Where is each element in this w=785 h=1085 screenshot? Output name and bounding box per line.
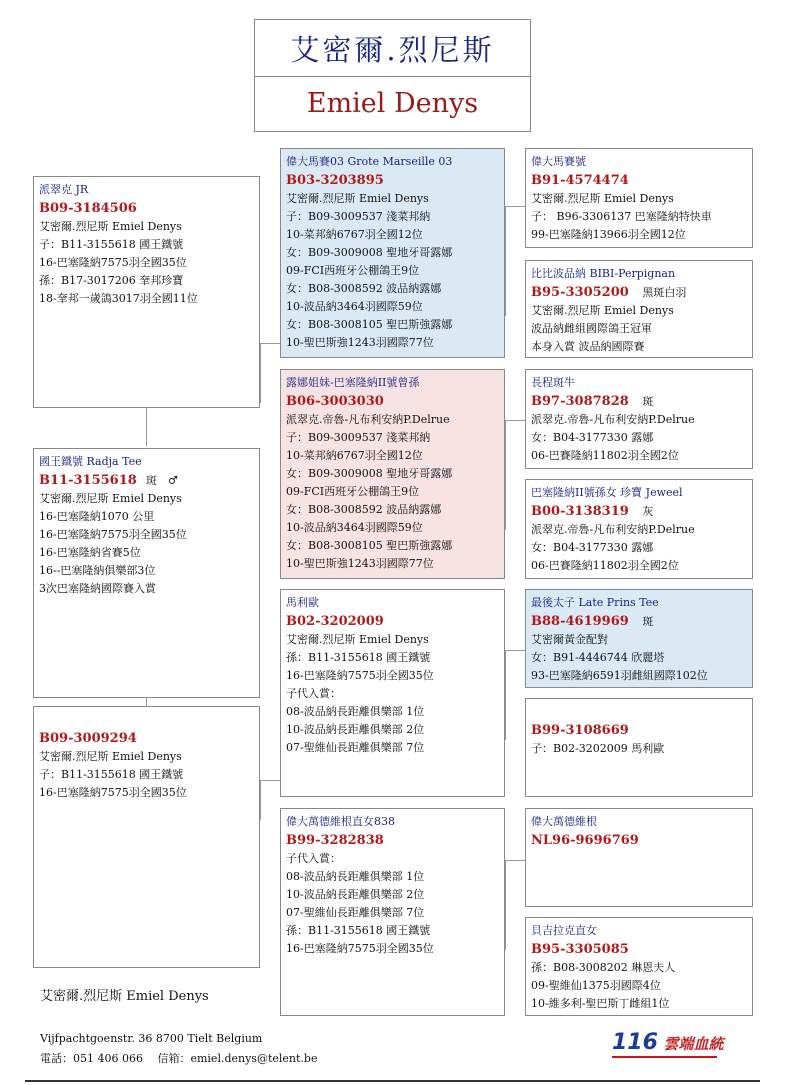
card-line: 波品納雌組國際鴿王冠軍 [531, 322, 652, 335]
card-line: 08-波品納長距離俱樂部 1位 [286, 705, 425, 718]
card-title: 長程斑牛 [531, 376, 575, 389]
ring-number: B99-3282838 [286, 833, 384, 848]
card-line: 子：B11-3155618 國王鐵號 [39, 768, 184, 781]
ring-number: B97-3087828 斑 [531, 394, 654, 409]
card-line: 孫：B08-3008202 琳恩夫人 [531, 961, 676, 974]
card-title: 派翠克 JR [39, 183, 89, 196]
footer-address: Vijfpachtgoenstr. 36 8700 Tielt Belgium [40, 1032, 263, 1045]
ring-number: B91-4574474 [531, 173, 629, 188]
card-line: 孫：B11-3155618 國王鐵號 [286, 924, 431, 937]
card-line: 10-維多利-聖巴斯丁雌組1位 [531, 997, 670, 1010]
card-title: 偉大萬德維根直女838 [286, 815, 395, 828]
pedigree-card-dsd[interactable] [525, 698, 753, 797]
footer-contact: 電話：051 406 066 信箱：emiel.denys@telent.be [40, 1052, 318, 1065]
card-line: 艾密爾.烈尼斯 Emiel Denys [286, 192, 429, 205]
card-line: 艾密爾黃金配對 [531, 633, 608, 646]
card-line: 艾密爾.烈尼斯 Emiel Denys [531, 304, 674, 317]
pedigree-card-ssd[interactable] [525, 260, 753, 358]
card-line: 06-巴賽隆納11802羽全國2位 [531, 449, 679, 462]
pedigree-card-self[interactable] [33, 448, 260, 698]
card-title: 國王鐵號 Radja Tee [39, 455, 142, 468]
card-line: 16-巴塞隆納7575羽全國35位 [39, 256, 187, 269]
card-line: 派翠克.帝魯-凡布利安納P.Delrue [286, 413, 450, 426]
header-name-en: Emiel Denys [306, 88, 479, 119]
card-line: 16-巴塞隆納7575羽全國35位 [286, 942, 434, 955]
card-title: 比比波品納 BIBI-Perpignan [531, 267, 676, 280]
card-title [531, 703, 747, 721]
card-line: 16-巴塞隆納7575羽全國35位 [286, 669, 434, 682]
card-title: 馬利歐 [286, 596, 319, 609]
ring-number: B09-3184506 [39, 201, 137, 216]
card-line: 子： B96-3306137 巴塞隆納特快車 [531, 210, 712, 223]
card-line: 10-聖巴斯強1243羽國際77位 [286, 336, 434, 349]
card-line: 08-波品納長距離俱樂部 1位 [286, 870, 425, 883]
pedigree-card-dss[interactable] [525, 589, 753, 688]
ring-number: B99-3108669 [531, 723, 629, 738]
card-line: 93-巴塞隆納6591羽雌組國際102位 [531, 669, 708, 682]
card-title: 偉大萬德維根 [531, 815, 597, 828]
card-line: 子：B11-3155618 國王鐵號 [39, 238, 184, 251]
card-line: 子代入賞： [286, 852, 341, 865]
card-line: 10-波品納長距離俱樂部 2位 [286, 723, 425, 736]
card-line: 派翠克.帝魯-凡布利安納P.Delrue [531, 523, 695, 536]
ring-number: B06-3003030 [286, 394, 384, 409]
header-box [254, 19, 531, 132]
card-line: 16-巴塞隆納7575羽全國35位 [39, 786, 187, 799]
breeder-signature: 艾密爾.烈尼斯 Emiel Denys [40, 989, 209, 1004]
card-line: 子：B02-3202009 馬利歐 [531, 742, 665, 755]
card-line: 子：B09-3009537 淺菜邦納 [286, 431, 431, 444]
ring-number: B95-3305200 黑斑白羽 [531, 285, 687, 300]
card-line: 孫：B17-3017206 羍邦珍寶 [39, 274, 184, 287]
ring-number: B88-4619969 斑 [531, 614, 654, 629]
card-line: 艾密爾.烈尼斯 Emiel Denys [286, 633, 429, 646]
pedigree-card-sire-sire[interactable] [280, 148, 505, 358]
ring-number: B03-3203895 [286, 173, 384, 188]
card-line: 10-菜邦納6767羽全國12位 [286, 449, 423, 462]
pedigree-card-dds[interactable] [525, 808, 753, 907]
card-line: 艾密爾.烈尼斯 Emiel Denys [39, 492, 182, 505]
card-line: 女：B08-3008105 聖巴斯強露娜 [286, 318, 453, 331]
pedigree-card-dam-dam[interactable] [280, 808, 505, 1016]
card-line: 16-巴塞隆納省賽5位 [39, 546, 141, 559]
card-line: 07-聖維仙長距離俱樂部 7位 [286, 741, 425, 754]
bottom-rule [25, 1080, 760, 1082]
logo-text: 雲端血統 [663, 1035, 724, 1053]
card-title: 偉大馬賽號 [531, 155, 586, 168]
card-line: 06-巴賽隆納11802羽全國2位 [531, 559, 679, 572]
ring-number: B95-3305085 [531, 942, 629, 957]
card-line: 10-波品納長距離俱樂部 2位 [286, 888, 425, 901]
card-line: 18-羍邦一歲鴿3017羽全國11位 [39, 292, 198, 305]
pedigree-card-sds[interactable] [525, 369, 753, 469]
card-title: 最後太子 Late Prins Tee [531, 596, 659, 609]
card-line: 16-巴塞隆納7575羽全國35位 [39, 528, 187, 541]
pedigree-card-dam[interactable] [33, 706, 260, 968]
header-name-zh: 艾密爾.烈尼斯 [290, 33, 495, 67]
card-line: 3次巴塞隆納國際賽入賞 [39, 582, 156, 595]
pedigree-card-sire-dam[interactable] [280, 369, 505, 579]
card-line: 派翠克.帝魯-凡布利安納P.Delrue [531, 413, 695, 426]
pedigree-card-ddd[interactable] [525, 917, 753, 1016]
card-line: 艾密爾.烈尼斯 Emiel Denys [39, 220, 182, 233]
ring-number: NL96-9696769 [531, 833, 639, 848]
pedigree-card-dam-sire[interactable] [280, 589, 505, 797]
card-line: 16-巴塞隆納1070 公里 [39, 510, 155, 523]
pedigree-card-sire[interactable] [33, 176, 260, 408]
card-line: 10-聖巴斯強1243羽國際77位 [286, 557, 434, 570]
card-line: 艾密爾.烈尼斯 Emiel Denys [531, 192, 674, 205]
ring-number: B11-3155618 斑 ♂ [39, 473, 178, 488]
card-line: 女：B04-3177330 露娜 [531, 431, 654, 444]
ring-number: B02-3202009 [286, 614, 384, 629]
logo-number: 116 [612, 1030, 658, 1055]
card-line: 艾密爾.烈尼斯 Emiel Denys [39, 750, 182, 763]
card-line: 女：B91-4446744 欣麗塔 [531, 651, 665, 664]
card-title [39, 711, 254, 729]
card-title: 巴塞隆納II號孫女 珍寶 Jeweel [531, 486, 683, 499]
card-line: 女：B08-3008592 波品納露娜 [286, 503, 442, 516]
card-line: 女：B04-3177330 露娜 [531, 541, 654, 554]
card-line: 女：B09-3009008 聖地牙哥露娜 [286, 246, 453, 259]
pedigree-card-sdd[interactable] [525, 479, 753, 579]
ring-number: B00-3138319 灰 [531, 504, 654, 519]
card-line: 孫：B11-3155618 國王鐵號 [286, 651, 431, 664]
card-line: 子代入賞： [286, 687, 341, 700]
card-title: 貝吉拉克直女 [531, 924, 597, 937]
ring-number: B09-3009294 [39, 731, 137, 746]
card-line: 10-波品納3464羽國際59位 [286, 300, 423, 313]
card-line: 09-FCI西班牙公棚鴿王9位 [286, 485, 420, 498]
site-logo[interactable] [612, 1030, 724, 1058]
card-line: 99-巴塞隆納13966羽全國12位 [531, 228, 686, 241]
card-line: 女：B08-3008592 波品納露娜 [286, 282, 442, 295]
pedigree-card-sss[interactable] [525, 148, 753, 248]
card-line: 10-波品納3464羽國際59位 [286, 521, 423, 534]
card-line: 女：B09-3009008 聖地牙哥露娜 [286, 467, 453, 480]
card-line: 09-聖維仙1375羽國際4位 [531, 979, 661, 992]
card-line: 子：B09-3009537 淺菜邦納 [286, 210, 431, 223]
card-line: 09-FCI西班牙公棚鴿王9位 [286, 264, 420, 277]
card-line: 16--巴塞隆納俱樂部3位 [39, 564, 156, 577]
card-title: 露娜姐妹-巴塞隆納II號曾孫 [286, 376, 420, 389]
card-line: 女：B08-3008105 聖巴斯強露娜 [286, 539, 453, 552]
card-title: 偉大馬賽03 Grote Marseille 03 [286, 155, 453, 168]
card-line: 07-聖維仙長距離俱樂部 7位 [286, 906, 425, 919]
card-line: 本身入賞 波品納國際賽 [531, 340, 645, 353]
card-line: 10-菜邦納6767羽全國12位 [286, 228, 423, 241]
